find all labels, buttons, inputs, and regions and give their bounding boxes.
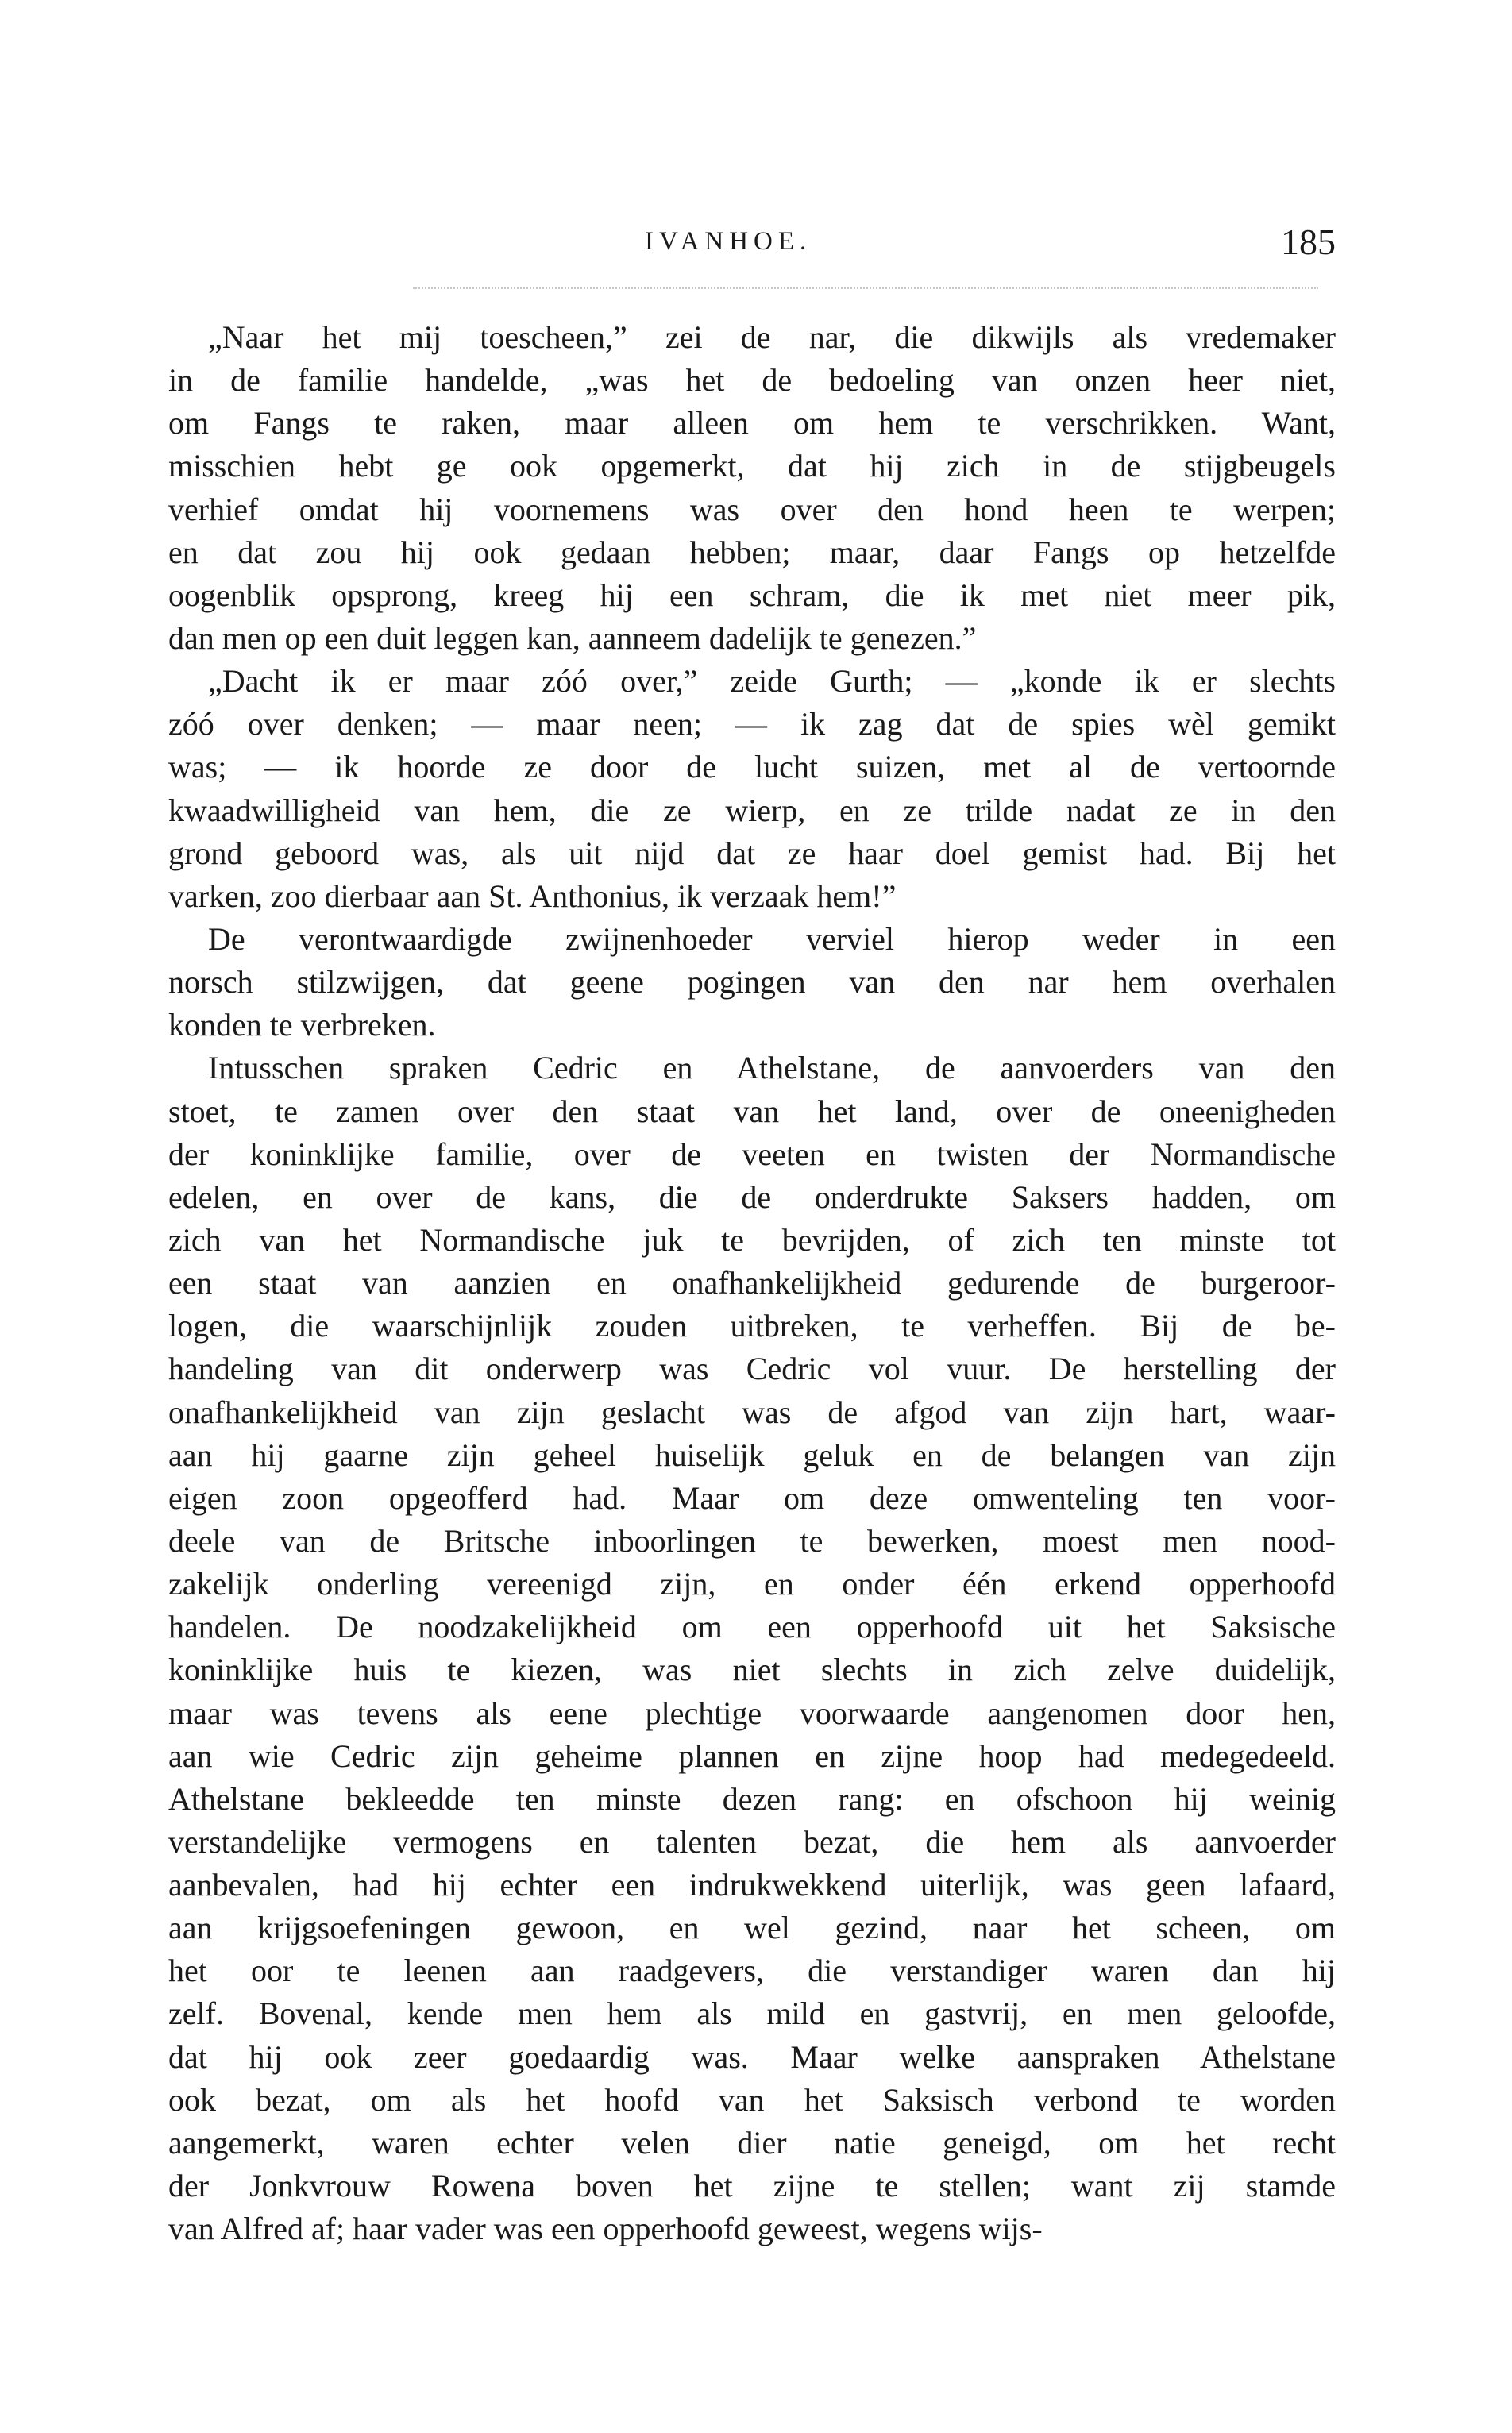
text-line: norsch stilzwijgen, dat geene pogingen van den nar hem overhalen (168, 964, 1336, 1001)
text-line: zelf. Bovenal, kende men hem als mild en gastvrij, en men geloofde, (168, 1995, 1336, 2032)
paragraph (168, 660, 1336, 918)
text-line: logen, die waarschijnlijk zouden uitbreken, te verheffen. Bij de be- (168, 1308, 1336, 1344)
paragraph (168, 1047, 1336, 2250)
text-line: „Dacht ik er maar zóó over,” zeide Gurth; — „konde ik er slechts (208, 663, 1336, 700)
text-line: konden te verbreken. (168, 1007, 436, 1043)
text-line: varken, zoo dierbaar aan St. Anthonius, ik verzaak hem!” (168, 877, 897, 914)
text-line: verstandelijke vermogens en talenten bezat, die hem als aanvoerder (168, 1823, 1336, 1860)
text-line: aan hij gaarne zijn geheel huiselijk geluk en de belangen van zijn (168, 1436, 1336, 1473)
text-line: oogenblik opsprong, kreeg hij een schram, die ik met niet meer pik, (168, 576, 1336, 613)
text-line: Athelstane bekleedde ten minste dezen rang: en ofschoon hij weinig (168, 1780, 1336, 1817)
text-line: verhief omdat hij voornemens was over den hond heen te werpen; (168, 491, 1336, 527)
text-line: eigen zoon opgeofferd had. Maar om deze omwenteling ten voor- (168, 1479, 1336, 1516)
paragraph (168, 316, 1336, 660)
text-line: was; — ik hoorde ze door de lucht suizen, met al de vertoornde (168, 749, 1336, 785)
text-line: grond geboord was, als uit nijd dat ze haar doel gemist had. Bij het (168, 835, 1336, 871)
text-line: handeling van dit onderwerp was Cedric vol vuur. De herstelling der (168, 1351, 1336, 1387)
text-line: der koninklijke familie, over de veeten en twisten der Normandische (168, 1136, 1336, 1172)
text-line: aanbevalen, had hij echter een indrukwekkend uiterlijk, was geen lafaard, (168, 1867, 1336, 1903)
text-line: in de familie handelde, „was het de bedoeling van onzen heer niet, (168, 362, 1336, 399)
page-number: 185 (1281, 222, 1336, 262)
text-line: van Alfred af; haar vader was een opperhoofd geweest, wegens wijs- (168, 2211, 1043, 2247)
body-text (168, 316, 1336, 2250)
text-line: „Naar het mij toescheen,” zei de nar, die dikwijls als vredemaker (208, 319, 1336, 355)
text-line: stoet, te zamen over den staat van het land, over de oneenigheden (168, 1093, 1336, 1129)
text-line: dan men op een duit leggen kan, aanneem dadelijk te genezen.” (168, 619, 977, 656)
text-line: koninklijke huis te kiezen, was niet slechts in zich zelve duidelijk, (168, 1652, 1336, 1688)
text-line: aan wie Cedric zijn geheime plannen en zijne hoop had medegedeeld. (168, 1737, 1336, 1774)
text-line: zich van het Normandische juk te bevrijden, of zich ten minste tot (168, 1221, 1336, 1258)
text-line: edelen, en over de kans, die de onderdrukte Saksers hadden, om (168, 1178, 1336, 1215)
text-line: zóó over denken; — maar neen; — ik zag dat de spies wèl gemikt (168, 706, 1336, 742)
text-line: handelen. De noodzakelijkheid om een opperhoofd uit het Saksische (168, 1609, 1336, 1645)
text-line: ook bezat, om als het hoofd van het Saksisch verbond te worden (168, 2081, 1336, 2118)
text-line: aan krijgsoefeningen gewoon, en wel gezind, naar het scheen, om (168, 1910, 1336, 1946)
text-line: misschien hebt ge ook opgemerkt, dat hij zich in de stijgbeugels (168, 448, 1336, 484)
text-line: deele van de Britsche inboorlingen te bewerken, moest men nood- (168, 1522, 1336, 1559)
header-rule (413, 287, 1318, 289)
text-line: het oor te leenen aan raadgevers, die verstandiger waren dan hij (168, 1953, 1336, 1989)
text-line: maar was tevens als eene plechtige voorwaarde aangenomen door hen, (168, 1695, 1336, 1731)
text-line: en dat zou hij ook gedaan hebben; maar, daar Fangs op hetzelfde (168, 534, 1336, 570)
text-line: der Jonkvrouw Rowena boven het zijne te stellen; want zij stamde (168, 2168, 1336, 2204)
text-line: aangemerkt, waren echter velen dier natie geneigd, om het recht (168, 2124, 1336, 2161)
text-line: kwaadwilligheid van hem, die ze wierp, en ze trilde nadat ze in den (168, 792, 1336, 828)
running-title: IVANHOE. (645, 227, 812, 256)
paragraph (168, 918, 1336, 1047)
text-line: dat hij ook zeer goedaardig was. Maar welke aanspraken Athelstane (168, 2038, 1336, 2075)
text-line: onafhankelijkheid van zijn geslacht was de afgod van zijn hart, waar- (168, 1394, 1336, 1430)
running-head (168, 221, 1336, 276)
text-line: zakelijk onderling vereenigd zijn, en onder één erkend opperhoofd (168, 1566, 1336, 1602)
text-line: een staat van aanzien en onafhankelijkheid gedurende de burgeroor- (168, 1265, 1336, 1301)
text-line: Intusschen spraken Cedric en Athelstane, de aanvoerders van den (208, 1050, 1336, 1086)
text-line: De verontwaardigde zwijnenhoeder verviel hierop weder in een (208, 920, 1336, 957)
text-line: om Fangs te raken, maar alleen om hem te verschrikken. Want, (168, 405, 1336, 441)
